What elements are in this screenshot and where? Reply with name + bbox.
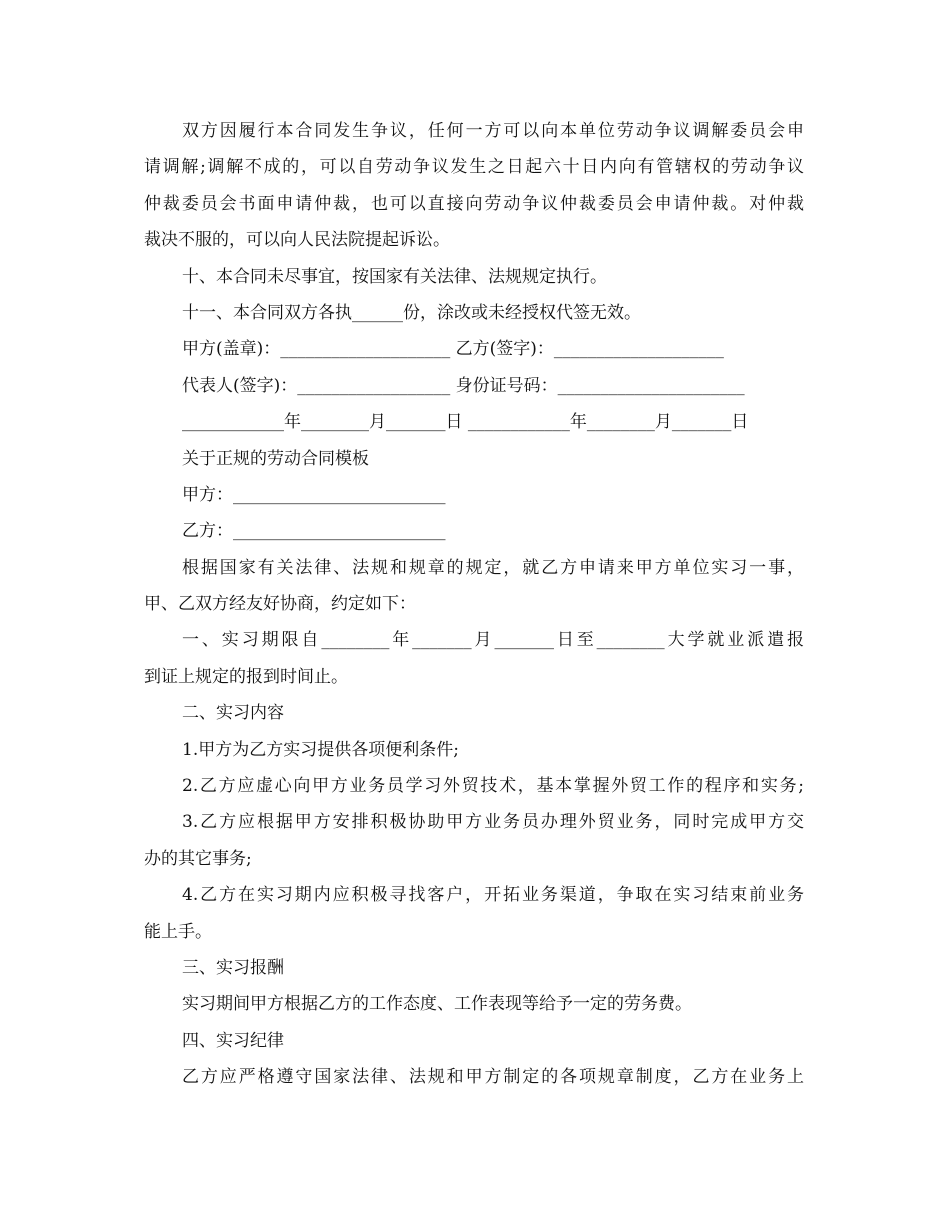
document-line: 甲方：_________________________: [182, 484, 446, 505]
document-line: 十、本合同未尽事宜，按国家有关法律、法规规定执行。: [182, 266, 607, 287]
document-line: 能上手。: [144, 921, 212, 942]
document-body: [144, 113, 804, 1096]
document-line: 一、实习期限自________年_______月_______日至________大学就业派遣报: [182, 630, 804, 651]
document-line: 裁决不服的，可以向人民法院提起诉讼。: [144, 230, 450, 251]
document-line: 甲、乙双方经友好协商，约定如下：: [144, 594, 416, 615]
document-line: 十一、本合同双方各执______份，涂改或未经授权代签无效。: [182, 302, 641, 323]
document-line: 双方因履行本合同发生争议，任何一方可以向本单位劳动争议调解委员会申: [182, 121, 804, 141]
document-line: 请调解;调解不成的，可以自劳动争议发生之日起六十日内向有管辖权的劳动争议: [144, 157, 804, 178]
document-line: 代表人(签字)：__________________ 身份证号码：______________________: [182, 375, 745, 396]
document-line: 乙方：_________________________: [182, 521, 446, 542]
document-line: 四、实习纪律: [182, 1030, 284, 1051]
document-line: 到证上规定的报到时间止。: [144, 666, 348, 687]
document-line: 3.乙方应根据甲方安排积极协助甲方业务员办理外贸业务，同时完成甲方交: [182, 812, 804, 833]
document-line: 甲方(盖章)：____________________ 乙方(签字)：____________________: [182, 339, 724, 360]
document-line: 4.乙方在实习期内应积极寻找客户，开拓业务渠道，争取在实习结束前业务: [182, 885, 804, 906]
document-line: 关于正规的劳动合同模板: [182, 448, 369, 469]
document-line: ____________年________月_______日 ____________年________月_______日: [182, 412, 749, 433]
document-line: 根据国家有关法律、法规和规章的规定，就乙方申请来甲方单位实习一事，: [182, 557, 804, 578]
document-line: 2.乙方应虚心向甲方业务员学习外贸技术，基本掌握外贸工作的程序和实务;: [182, 776, 804, 797]
document-line: 乙方应严格遵守国家法律、法规和甲方制定的各项规章制度，乙方在业务上: [182, 1067, 804, 1088]
document-line: 实习期间甲方根据乙方的工作态度、工作表现等给予一定的劳务费。: [182, 994, 692, 1015]
document-line: 1.甲方为乙方实习提供各项便利条件;: [182, 739, 459, 760]
document-line: 办的其它事务;: [144, 848, 252, 869]
document-line: 三、实习报酬: [182, 957, 284, 978]
document-line: 仲裁委员会书面申请仲裁，也可以直接向劳动争议仲裁委员会申请仲裁。对仲裁: [144, 193, 804, 214]
document-line: 二、实习内容: [182, 703, 284, 724]
